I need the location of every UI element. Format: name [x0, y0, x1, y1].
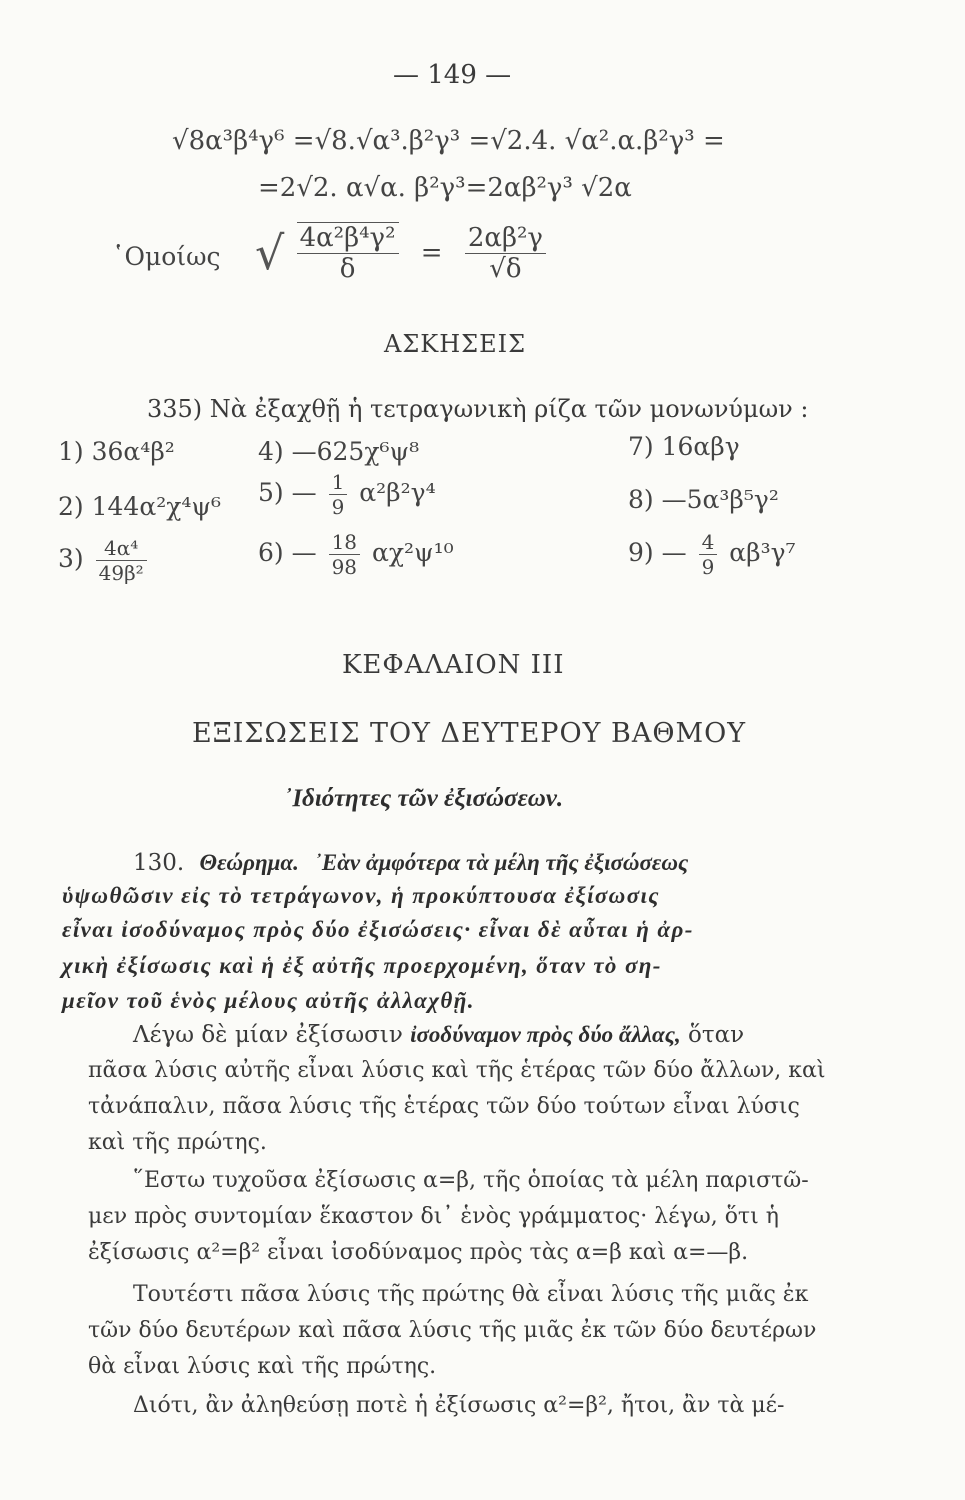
para3-line-2: τῶν δύο δευτέρων καὶ πᾶσα λύσις τῆς μιᾶς ἐκ τῶν δύο δευτέρων: [88, 1318, 817, 1343]
theorem-line-1: [133, 850, 688, 876]
theorem-word: Θεώρημα.: [199, 850, 299, 875]
chapter-label: ΚΕΦΑΛΑΙΟΝ III: [342, 650, 565, 680]
theorem-line-4: χικὴ ἐξίσωσις καὶ ἡ ἐξ αὐτῆς προερχομένη, ὅταν τὸ ση-: [62, 953, 662, 978]
exercise-5-denominator: 9: [331, 495, 345, 519]
section-title: ᾿Ιδιότητες τῶν ἐξισώσεων.: [284, 785, 564, 812]
exercise-3-denominator: 49β²: [98, 561, 144, 585]
exercise-3-label: 3): [58, 544, 84, 573]
para2-line-1: ῞Εστω τυχοῦσα ἐξίσωσις α=β, τῆς ὁποίας τὰ μέλη παριστῶ-: [133, 1168, 809, 1193]
exercise-9-numerator: 4: [699, 530, 718, 555]
exercise-6-numerator: 18: [329, 530, 360, 555]
exercise-5-rest: α²β²γ⁴: [359, 478, 436, 507]
exercise-2: 2) 144α²χ⁴ψ⁶: [58, 492, 222, 521]
exercise-3: [58, 536, 151, 585]
exercise-9-rest: αβ³γ⁷: [729, 538, 796, 567]
similarly-denominator: δ: [339, 254, 356, 284]
exercise-6: [258, 530, 454, 579]
similarly-fraction: [297, 222, 399, 284]
similarly-equals: =: [420, 238, 443, 268]
exercise-6-rest: αχ²ψ¹⁰: [371, 538, 454, 567]
formula-line-1-a: √8α³β⁴γ⁶: [172, 126, 285, 156]
para3-line-3: θὰ εἶναι λύσις καὶ τῆς πρώτης.: [88, 1354, 437, 1379]
exercise-8: 8) —5α³β⁵γ²: [628, 485, 779, 514]
theorem-text-1: ᾿Εὰν ἀμφότερα τὰ μέλη τῆς ἐξισώσεως: [314, 850, 689, 875]
para2-line-2: μεν πρὸς συντομίαν ἕκαστον δι᾿ ἑνὸς γράμματος· λέγω, ὅτι ἡ: [88, 1204, 779, 1229]
similarly-rhs-denominator: √δ: [489, 253, 522, 284]
exercise-4: 4) —625χ⁶ψ⁸: [258, 437, 420, 466]
similarly-formula: [255, 222, 550, 284]
para1-text-c: ὅταν: [680, 1022, 745, 1048]
exercise-9-label: 9) —: [628, 538, 687, 567]
formula-line-1: [172, 126, 725, 156]
exercise-9-denominator: 9: [701, 555, 715, 579]
exercise-3-fraction: [96, 536, 147, 585]
para1-line-1: [133, 1022, 744, 1048]
exercise-9: [628, 530, 796, 579]
exercise-6-label: 6) —: [258, 538, 317, 567]
para2-line-3: ἐξίσωσις α²=β² εἶναι ἰσοδύναμος πρὸς τὰς α=β καὶ α=—β.: [88, 1240, 749, 1265]
formula-line-1-c: =√2.4. √α².α.β²γ³ =: [468, 126, 725, 156]
exercise-9-fraction: [699, 530, 718, 579]
para1-line-4: καὶ τῆς πρώτης.: [88, 1130, 267, 1155]
formula-line-1-b: =√8.√α³.β²γ³: [292, 126, 461, 156]
theorem-line-2: ὑψωθῶσιν εἰς τὸ τετράγωνον, ἡ προκύπτουσα ἐξίσωσις: [62, 883, 660, 908]
page-number: — 149 —: [393, 60, 512, 90]
exercise-5-numerator: 1: [329, 470, 348, 495]
radical-sign-icon: √: [255, 226, 285, 280]
para4-line-1: Διότι, ἂν ἀληθεύσῃ ποτὲ ἡ ἐξίσωσις α²=β², ἤτοι, ἂν τὰ μέ-: [133, 1393, 785, 1418]
exercise-5: [258, 470, 436, 519]
similarly-label: ῾Ομοίως: [112, 242, 221, 271]
para1-line-2: πᾶσα λύσις αὐτῆς εἶναι λύσις καὶ τῆς ἑτέρας τῶν δύο ἄλλων, καὶ: [88, 1058, 826, 1083]
theorem-line-5: μεῖον τοῦ ἑνὸς μέλους αὐτῆς ἀλλαχθῇ.: [62, 988, 475, 1013]
exercise-7: 7) 16αβγ: [628, 432, 740, 461]
exercises-heading: ΑΣΚΗΣΕΙΣ: [384, 330, 527, 358]
para1-emphasis: ἰσοδύναμον πρὸς δύο ἄλλας,: [410, 1022, 681, 1047]
theorem-number: 130.: [133, 850, 185, 876]
para3-line-1: Τουτέστι πᾶσα λύσις τῆς πρώτης θὰ εἶναι λύσις τῆς μιᾶς ἐκ: [133, 1282, 809, 1307]
formula-line-2: =2√2. α√α. β²γ³=2αβ²γ³ √2α: [258, 173, 632, 203]
chapter-title: ΕΞΙΣΩΣΕΙΣ ΤΟΥ ΔΕΥΤΕΡΟΥ ΒΑΘΜΟΥ: [192, 718, 747, 749]
exercise-5-fraction: [329, 470, 348, 519]
exercise-6-fraction: [329, 530, 360, 579]
similarly-numerator: 4α²β⁴γ²: [297, 223, 399, 254]
para1-text-a: Λέγω δὲ μίαν ἐξίσωσιν: [133, 1022, 411, 1048]
exercise-5-label: 5) —: [258, 478, 317, 507]
similarly-rhs-numerator: 2αβ²γ: [465, 223, 546, 254]
exercise-intro: 335) Νὰ ἐξαχθῇ ἡ τετραγωνικὴ ρίζα τῶν μονωνύμων :: [147, 395, 809, 423]
similarly-rhs-fraction: [465, 223, 546, 284]
theorem-line-3: εἶναι ἰσοδύναμος πρὸς δύο ἐξισώσεις· εἶναι δὲ αὗται ἡ ἀρ-: [62, 917, 694, 942]
exercise-1: 1) 36α⁴β²: [58, 437, 175, 466]
para1-line-3: τἀνάπαλιν, πᾶσα λύσις τῆς ἑτέρας τῶν δύο τούτων εἶναι λύσις: [88, 1094, 800, 1119]
exercise-3-numerator: 4α⁴: [96, 536, 147, 561]
exercise-6-denominator: 98: [331, 555, 358, 579]
